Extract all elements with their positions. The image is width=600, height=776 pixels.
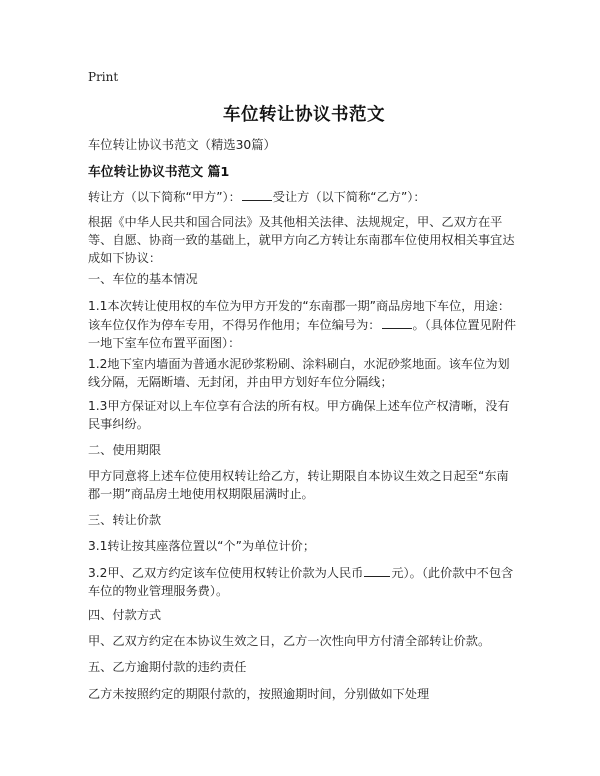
clause-3-2-text-end: 元）。（此价款中不包含车位的物业管理服务费）。: [88, 566, 514, 598]
section-heading: 车位转让协议书范文 篇1: [88, 165, 230, 180]
parties-paragraph: [88, 187, 520, 206]
clause-1-1-text: 1.1本次转让使用权的车位为甲方开发的“东南郡一期”商品房地下车位，用途：该车位仅作为停车专用，不得另作他用；车位编号为：: [88, 299, 511, 332]
clause-1-3-paragraph: 1.3甲方保证对以上车位享有合法的所有权。甲方确保上述车位产权清晰，没有民事纠纷。: [88, 399, 510, 431]
term-paragraph: 甲方同意将上述车位使用权转让给乙方，转让期限自本协议生效之日起至“东南郡一期”商品房土地使用权期限届满时止。: [88, 469, 509, 501]
late-payment-paragraph: 乙方未按照约定的期限付款的，按照逾期时间，分别做如下处理: [88, 687, 430, 701]
document-subtitle: 车位转让协议书范文（精选30篇）: [88, 138, 276, 152]
transferee-label: 受让方（以下简称“乙方”）：: [272, 190, 426, 204]
clause-heading-2: 二、使用期限: [88, 443, 162, 457]
price-blank: [364, 563, 390, 577]
parking-number-blank: [382, 315, 412, 329]
clause-1-2-paragraph: 1.2地下室内墙面为普通水泥砂浆粉刷、涂料刷白，水泥砂浆地面。该车位为划线分隔，无隔断墙、无封闭，并由甲方划好车位分隔线；: [88, 357, 510, 389]
document-title: 车位转让协议书范文: [223, 105, 385, 125]
clause-heading-3: 三、转让价款: [88, 513, 162, 527]
clause-1-1-text-end: 。（具体位置见附件一地下室车位布置平面图）：: [88, 318, 517, 350]
payment-paragraph: 甲、乙双方约定在本协议生效之日，乙方一次性向甲方付清全部转让价款。: [88, 634, 491, 648]
transferor-label: 转让方（以下简称“甲方”）：: [88, 190, 241, 204]
clause-3-2-text: 3.2甲、乙双方约定该车位使用权转让价款为人民币: [88, 566, 364, 580]
clause-heading-5: 五、乙方逾期付款的违约责任: [88, 660, 247, 674]
transferor-blank: [242, 187, 272, 201]
clause-3-1-paragraph: 3.1转让按其座落位置以“个”为单位计价；: [88, 539, 316, 553]
preamble-paragraph: 根据《中华人民共和国合同法》及其他相关法律、法规规定，甲、乙双方在平等、自愿、协商一致的基础上，就甲方向乙方转让东南郡车位使用权相关事宜达成如下协议：: [88, 215, 515, 265]
print-link[interactable]: Print: [88, 70, 119, 84]
clause-1-1-paragraph: [88, 297, 520, 352]
clause-heading-1: 一、车位的基本情况: [88, 272, 198, 286]
clause-heading-4: 四、付款方式: [88, 608, 162, 622]
clause-3-2-paragraph: [88, 563, 520, 600]
